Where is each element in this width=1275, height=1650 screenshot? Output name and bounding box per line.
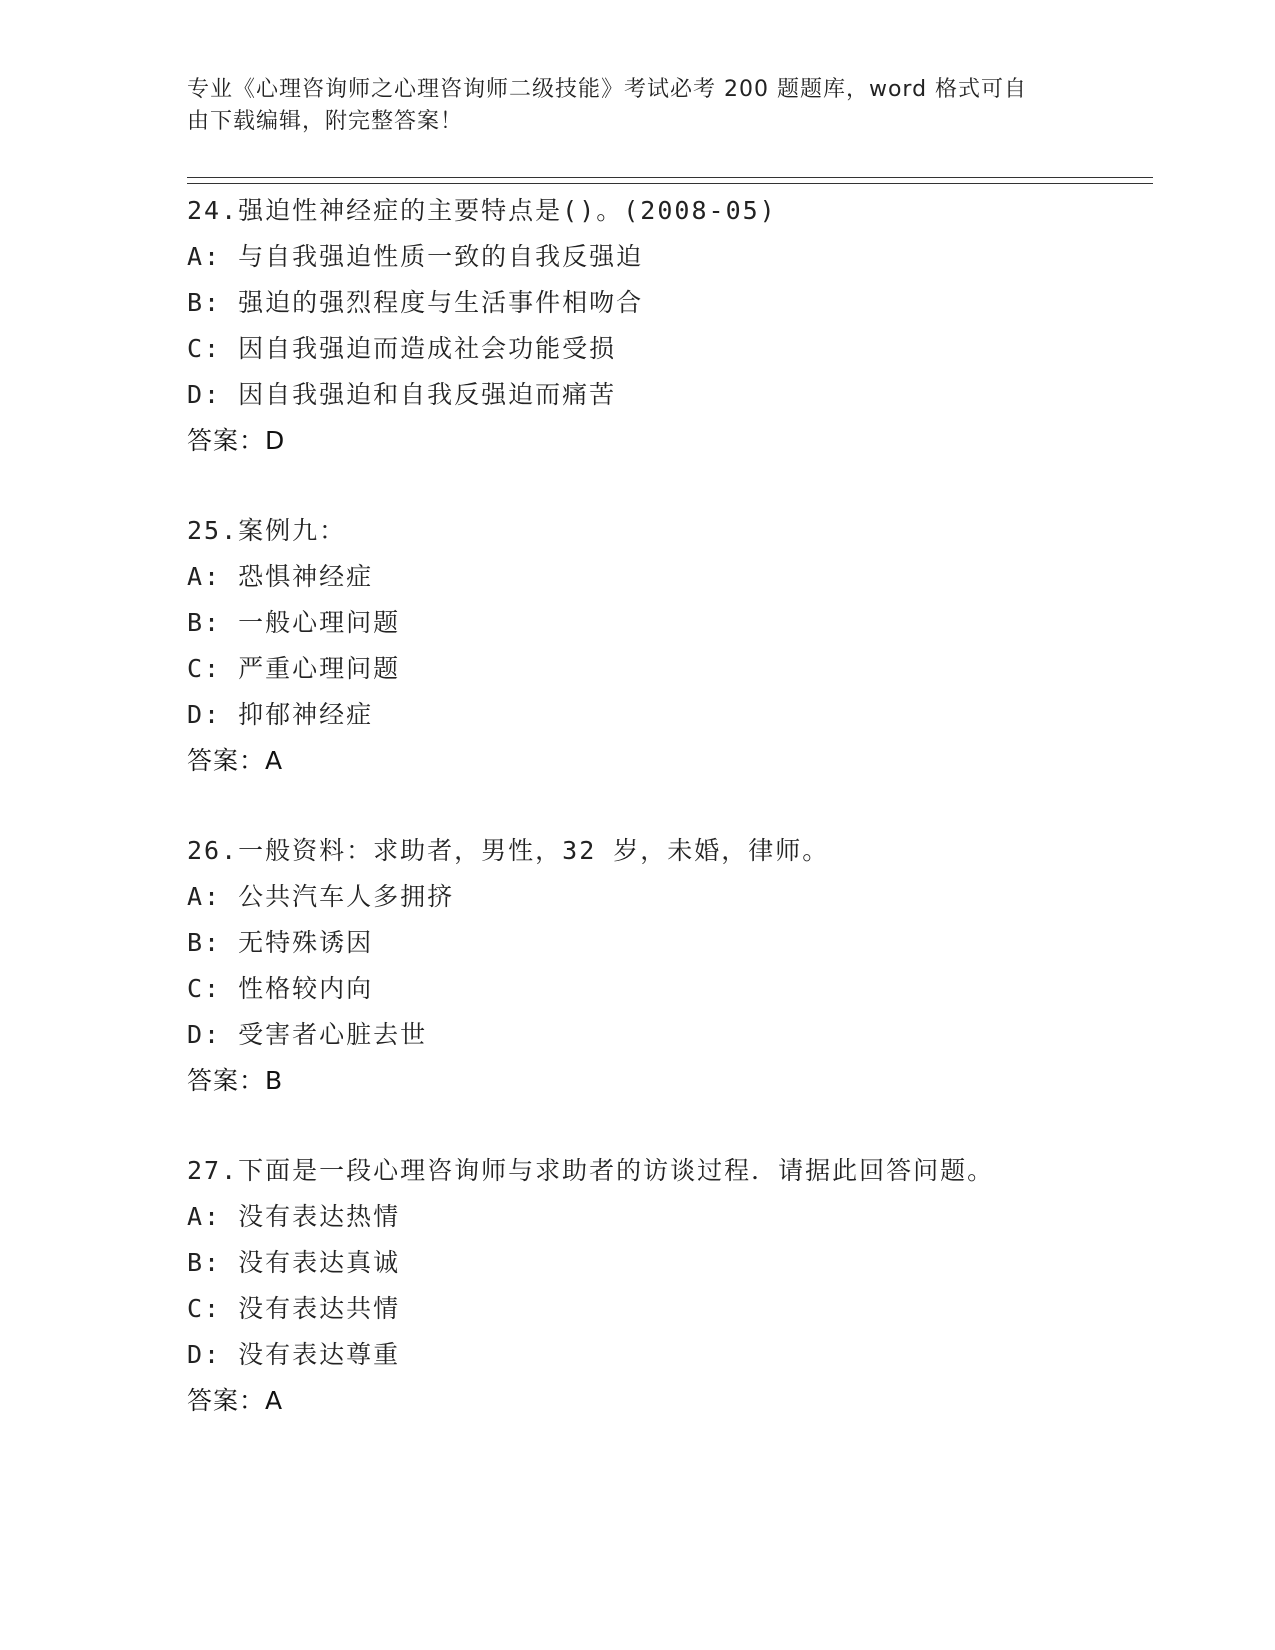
- option-d: D: 因自我强迫和自我反强迫而痛苦: [187, 380, 617, 409]
- question-stem: 26.一般资料：求助者，男性，32 岁，未婚，律师。: [187, 836, 830, 865]
- option-c: C: 因自我强迫而造成社会功能受损: [187, 334, 617, 363]
- answer-line: 答案：A: [187, 1386, 284, 1415]
- answer-line: 答案：D: [187, 426, 286, 455]
- option-b: B: 强迫的强烈程度与生活事件相吻合: [187, 288, 644, 317]
- document-header: [187, 74, 1067, 138]
- option-a: A: 恐惧神经症: [187, 562, 374, 591]
- option-a: A: 与自我强迫性质一致的自我反强迫: [187, 242, 644, 271]
- option-d: D: 抑郁神经症: [187, 700, 374, 729]
- question-stem: 25.案例九：: [187, 516, 347, 545]
- option-d: D: 受害者心脏去世: [187, 1020, 428, 1049]
- option-a: A: 公共汽车人多拥挤: [187, 882, 455, 911]
- question-list: [187, 188, 1153, 1468]
- option-b: B: 无特殊诱因: [187, 928, 374, 957]
- header-divider-bottom: [187, 183, 1153, 184]
- question-stem: 27.下面是一段心理咨询师与求助者的访谈过程．请据此回答问题。: [187, 1156, 995, 1185]
- option-c: C: 没有表达共情: [187, 1294, 401, 1323]
- header-line-1: 专业《心理咨询师之心理咨询师二级技能》考试必考 200 题题库，word 格式可自: [187, 77, 1028, 102]
- answer-line: 答案：A: [187, 746, 284, 775]
- option-b: B: 一般心理问题: [187, 608, 401, 637]
- question-stem: 24.强迫性神经症的主要特点是()。(2008-05): [187, 196, 777, 225]
- option-d: D: 没有表达尊重: [187, 1340, 401, 1369]
- header-line-2: 由下载编辑，附完整答案！: [187, 109, 464, 134]
- option-c: C: 严重心理问题: [187, 654, 401, 683]
- header-divider-top: [187, 177, 1153, 178]
- question-24: [187, 188, 1153, 464]
- option-c: C: 性格较内向: [187, 974, 374, 1003]
- question-25: [187, 508, 1153, 784]
- question-26: [187, 828, 1153, 1104]
- answer-line: 答案：B: [187, 1066, 284, 1095]
- option-b: B: 没有表达真诚: [187, 1248, 401, 1277]
- option-a: A: 没有表达热情: [187, 1202, 401, 1231]
- question-27: [187, 1148, 1153, 1424]
